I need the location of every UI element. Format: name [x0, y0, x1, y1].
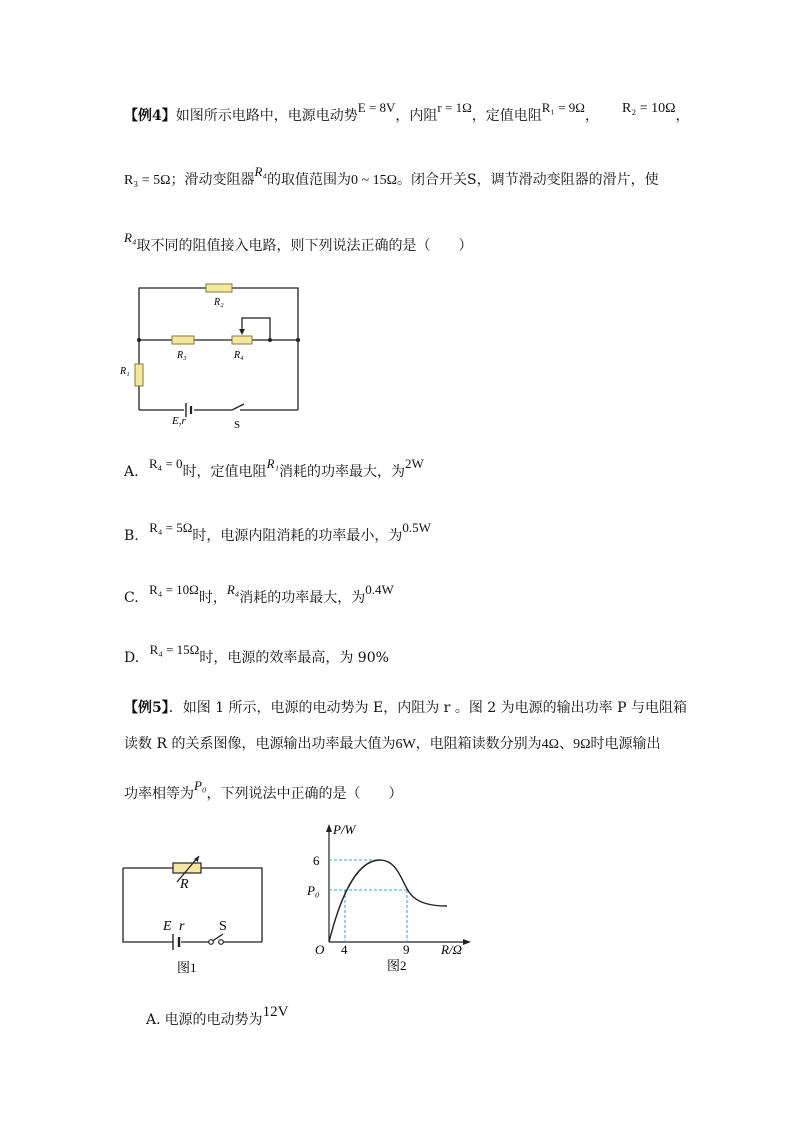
label-r2: R₂	[214, 297, 224, 308]
label-r3: R₃	[177, 350, 187, 361]
ex4-r2-value: R₂ = 10Ω，	[622, 101, 690, 124]
label-switch: S	[234, 419, 241, 431]
fig1-caption: 图1	[177, 960, 197, 975]
ex4-circuit-diagram	[110, 272, 310, 432]
slider-arrow-icon	[239, 329, 245, 335]
switch-contact	[219, 940, 224, 945]
y-axis-label: P/W	[333, 822, 356, 837]
x-tick-9: 9	[403, 942, 410, 957]
resistor-box	[173, 863, 201, 873]
ex4-label: 【例4】	[124, 108, 176, 124]
junction-dot	[137, 338, 141, 342]
ex5-fig1-circuit	[115, 850, 275, 980]
ex4-line1: 【例4】如图所示电路中，电源电动势E = 8V，内阻r = 1Ω，定值电阻R₁ = 9Ω，	[124, 100, 599, 124]
junction-dot	[268, 338, 272, 342]
ex4-line2: R₃ = 5Ω；滑动变阻器R₄的取值范围为0 ~ 15Ω。闭合开关S，调节滑动变阻器的滑片，使	[124, 164, 659, 188]
ex5-line1: 【例5】．如图 1 所示，电源的电动势为 E，内阻为 r 。图 2 为电源的输出功率 P 与电阻箱	[124, 700, 687, 716]
ex5-line2: 读数 R 的关系图像，电源输出功率最大值为6W，电阻箱读数分别为4Ω、9Ω时电源输出	[124, 736, 661, 752]
y-tick-6: 6	[313, 853, 320, 868]
x-tick-4: 4	[341, 942, 348, 957]
resistor-r4	[232, 336, 252, 344]
label-switch: S	[219, 919, 227, 934]
y-axis-arrow-icon	[326, 824, 332, 832]
label-r: R	[180, 877, 189, 892]
ex4-option-c: C. R₄ = 10Ω时，R₄消耗的功率最大，为0.4W	[124, 582, 394, 606]
switch-contact	[209, 940, 214, 945]
junction-dot	[296, 338, 300, 342]
ex4-option-a: A. R₄ = 0时，定值电阻R₁消耗的功率最大，为2W	[124, 456, 424, 480]
resistor-r1	[135, 364, 143, 386]
x-axis-arrow-icon	[463, 939, 471, 945]
fig2-caption: 图2	[387, 958, 407, 973]
ex5-fig2-graph	[305, 820, 485, 980]
x-axis-label: R/Ω	[441, 942, 462, 957]
ex5-option-a: A. 电源的电动势为12V	[146, 1004, 289, 1028]
label-r4: R₄	[234, 350, 244, 361]
power-curve	[329, 860, 447, 942]
label-er: E,r	[172, 415, 186, 427]
label-e: E	[163, 919, 172, 934]
ex5-line3: 功率相等为P₀，下列说法中正确的是（ ）	[124, 778, 403, 802]
ex5-label: 【例5】	[124, 700, 169, 716]
label-r-internal: r	[179, 919, 185, 934]
resistor-r2	[206, 284, 232, 292]
ex4-option-b: B. R₄ = 5Ω时，电源内阻消耗的功率最小，为0.5W	[124, 520, 431, 544]
origin-label: O	[315, 942, 325, 957]
label-r1: R₁	[120, 366, 130, 377]
y-tick-p0: P₀	[307, 883, 320, 898]
ex4-option-d: D. R₄ = 15Ω时，电源的效率最高，为 90%	[124, 642, 389, 666]
resistor-r3	[172, 336, 194, 344]
ex4-line3: R₄取不同的阻值接入电路，则下列说法正确的是（ ）	[124, 230, 473, 254]
